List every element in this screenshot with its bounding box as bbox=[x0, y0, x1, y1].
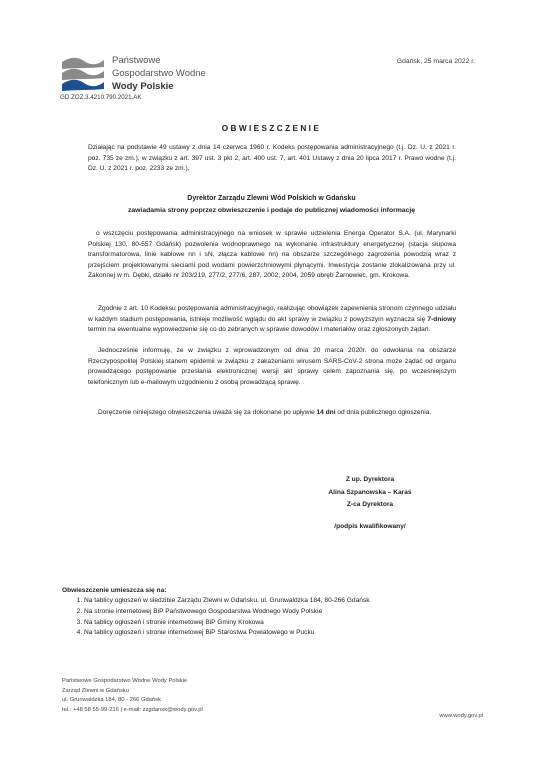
footer-contact: tel.: +48 58 55-99-216 | e-mail: zzgdansk@wody.gov.pl bbox=[62, 706, 203, 713]
article-10-paragraph bbox=[88, 304, 456, 336]
placement-heading: Obwieszczenie umieszcza się na: bbox=[62, 587, 167, 594]
placement-item: 4. Na tablicy ogłoszeń i stronie internetowej BiP Starostwa Powiatowego w Pucku bbox=[84, 628, 482, 639]
signature-name: Alina Szpanowska – Karaś bbox=[328, 489, 412, 496]
legal-basis-paragraph: Działając na podstawie 49 ustawy z dnia 14 czerwca 1960 r. Kodeks postępowania administracyjnego (t.j. Dz. U. z 2021 r. poz. 735 ze zm.), w związku z art. 397 ust. 3 pkt 2, art. 400 ust. 7, art. 401 Ustawy z dnia 20 lipca 2017 r. Prawo wodne (t.j. Dz. U. z 2021 r. poz. 2233 ze zm.), bbox=[88, 144, 456, 173]
placement-item: 3. Na tablicy ogłoszeń i stronie internetowej BiP Gminy Krokowa bbox=[84, 618, 482, 629]
delivery-paragraph bbox=[88, 408, 456, 419]
footer-street: ul. Grunwaldzka 184, 80 - 266 Gdańsk bbox=[62, 697, 161, 703]
footer-unit: Zarząd Zlewni w Gdańsku bbox=[62, 687, 130, 694]
deadline-14-days: 14 dni bbox=[316, 409, 336, 416]
case-reference: GD.ZOZ.3.4210.790.2021.AK bbox=[60, 94, 142, 101]
qualified-signature-note: /podpis kwalifikowany/ bbox=[334, 523, 406, 530]
article-10-text-before: Zgodnie z art. 10 Kodeksu postępowania administracyjnego, realizując obowiązek zapewnienia stronom czynnego udziału w każdym stadium postępowania, istnieje możliwość wglądu do akt sprawy w związku z powyższym wyznacza się bbox=[88, 305, 456, 323]
water-waves-icon bbox=[60, 54, 106, 94]
footer-org: Państwowe Gospodarstwo Wodne Wody Polskie bbox=[62, 678, 188, 684]
placement-list bbox=[62, 596, 482, 639]
covid-paragraph: Jednocześnie informuję, że w związku z wprowadzonym od dnia 20 marca 2020r. do odwołania na obszarze Rzeczypospolitej Polskiej stanem epidemii w związku z zakażeniami wirusem SARS-CoV-2 strona może żądać od organu prowadzącego postępowanie przesłania elektronicznej wersji akt sprawy celem zapoznania się, po wcześniejszym telefonicznym lub e-mailowym uzgodnieniu z osobą prowadzącą sprawę. bbox=[88, 347, 456, 386]
footer-address bbox=[62, 677, 203, 715]
deadline-7-days: 7-dniowy bbox=[427, 315, 456, 323]
logo-line-2: Gospodarstwo Wodne bbox=[112, 68, 206, 79]
document-title: OBWIESZCZENIE bbox=[221, 124, 322, 133]
footer-website: www.wody.gov.pl bbox=[439, 713, 483, 719]
logo-line-1: Państwowe bbox=[112, 55, 161, 66]
issuer-heading: Dyrektor Zarządu Zlewni Wód Polskich w Gdańsku bbox=[187, 195, 356, 202]
signature-position: Z-ca Dyrektora bbox=[346, 501, 394, 508]
delivery-text-after: od dnia publicznego ogłoszenia. bbox=[335, 409, 432, 416]
logo-line-3: Wody Polskie bbox=[112, 81, 174, 92]
signature-on-behalf: Z up. Dyrektora bbox=[345, 476, 395, 483]
notice-subheading: zawiadamia strony poprzez obwieszczenie i podaje do publicznej wiadomości informację bbox=[127, 207, 416, 214]
proceedings-paragraph: o wszczęciu postępowania administracyjnego na wniosek w sprawie udzielenia Energa Operator S.A. (ul. Marynarki Polskiej 130, 80-557 Gdańsk) pozwolenia wodnoprawnego na wykonanie infrastruktury energetycznej (stacja słupowa transformatorowa, linie kablowe nn i sN, złącza kablowe nn) na obszarze szczególnego zagrożenia powodzią wraz z przejściem projektowanymi sieciami pod wodami powierzchniowymi płynącymi. Inwestycja zostanie zlokalizowana przy ul. Zakonnej w m. Dębki, działki nr 203/219, 277/2, 277/6, 287, 2002, 2004, 2059 obręb Żarnowiec, gm. Krokowa. bbox=[88, 230, 456, 280]
placement-item: 2. Na stronie internetowej BiP Państwowego Gospodarstwa Wodnego Wody Polskie bbox=[84, 607, 482, 618]
document-date: Gdańsk, 25 marca 2022 r. bbox=[396, 58, 475, 65]
article-10-text-after: termin na ewentualne wypowiedzenie się co do zebranych w sprawie dowodów i materiałów oraz zgłoszonych żądań. bbox=[88, 326, 431, 334]
placement-section bbox=[62, 587, 482, 639]
logo-text bbox=[112, 54, 206, 93]
delivery-text-before: Doręczenie niniejszego obwieszczenia uważa się za dokonane po upływie bbox=[98, 409, 317, 416]
placement-item: 1. Na tablicy ogłoszeń w siedzibie Zarządu Zlewni w Gdańsku, ul. Grunwaldzka 184, 80-266 Gdańsk bbox=[84, 596, 482, 607]
